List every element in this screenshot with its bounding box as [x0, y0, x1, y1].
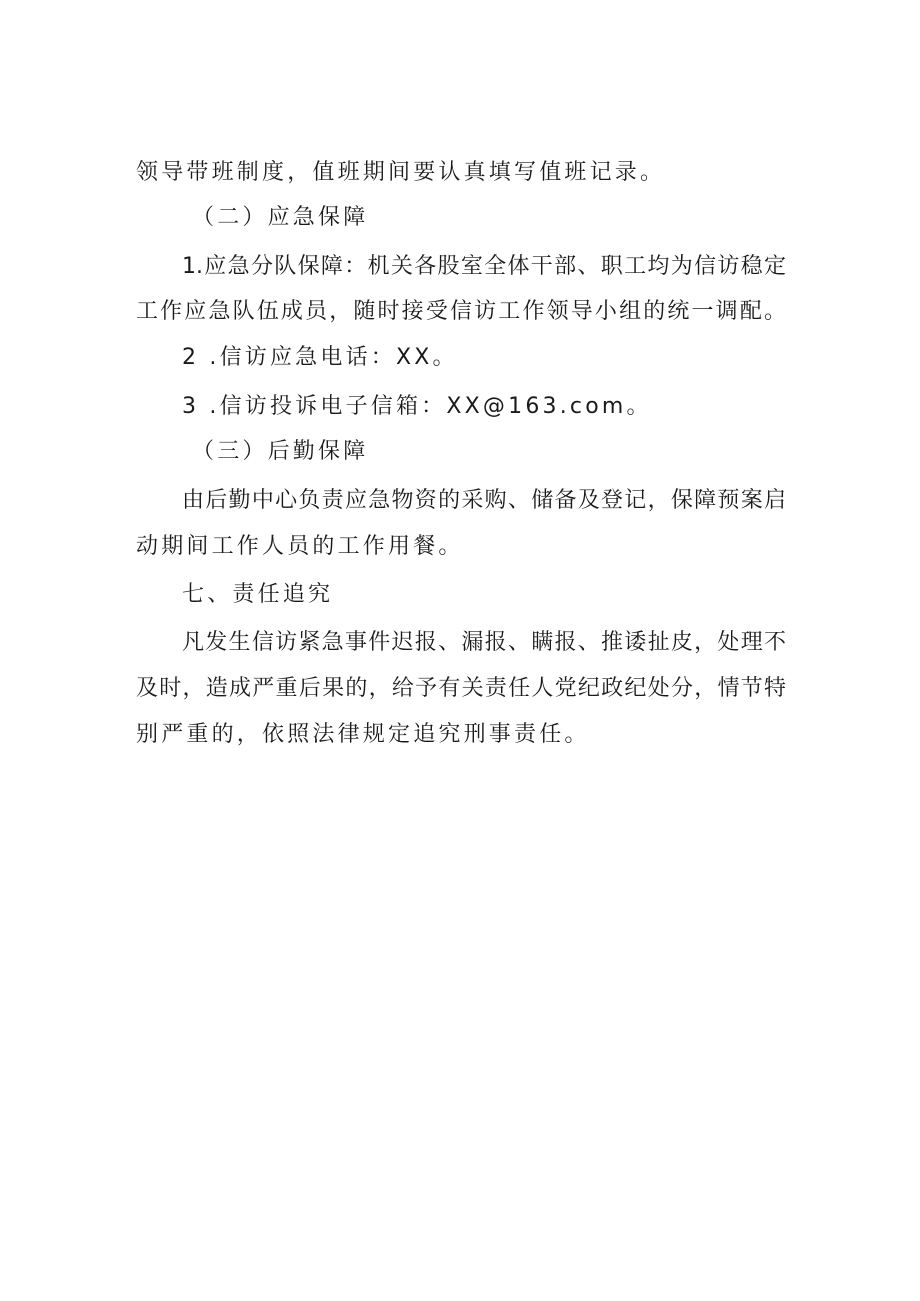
- paragraph-line: 动期间工作人员的工作用餐。: [136, 534, 464, 559]
- paragraph-line: 凡发生信访紧急事件迟报、漏报、瞒报、推诿扯皮，处理不: [182, 630, 786, 655]
- section-heading-accountability: 七、责任追究: [182, 582, 334, 607]
- paragraph-line: 领导带班制度，值班期间要认真填写值班记录。: [136, 160, 666, 185]
- paragraph-line: 由后勤中心负责应急物资的采购、储备及登记，保障预案启: [182, 488, 786, 513]
- paragraph-line: 2 .信访应急电话：XX。: [182, 345, 458, 370]
- paragraph-line: 工作应急队伍成员，随时接受信访工作领导小组的统一调配。: [136, 299, 786, 324]
- paragraph-line: 别严重的，依照法律规定追究刑事责任。: [136, 722, 590, 747]
- paragraph-line: 3 .信访投诉电子信箱：XX@163.com。: [182, 394, 652, 419]
- section-heading-emergency-support: （二）应急保障: [192, 205, 369, 230]
- section-heading-logistics-support: （三）后勤保障: [192, 439, 369, 464]
- paragraph-line: 及时，造成严重后果的，给予有关责任人党纪政纪处分，情节特: [136, 676, 786, 701]
- paragraph-line: 1.应急分队保障：机关各股室全体干部、职工均为信访稳定: [182, 254, 786, 279]
